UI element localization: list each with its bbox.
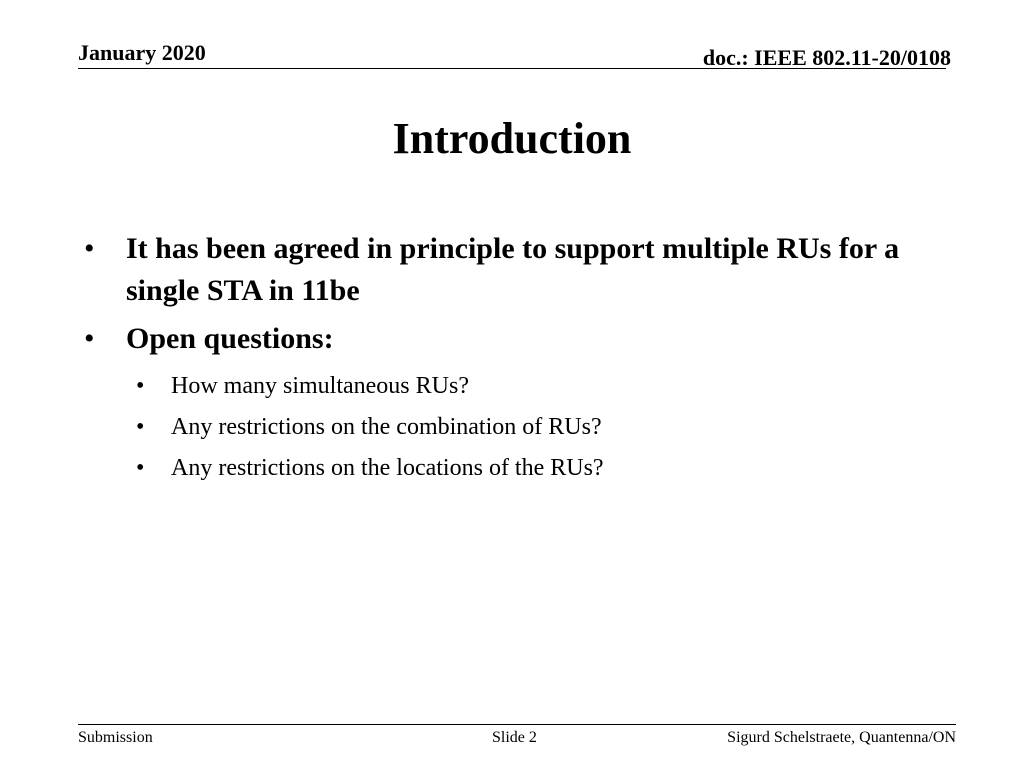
- bullet-dot-icon: •: [84, 322, 95, 355]
- footer-slide-number: Slide 2: [492, 729, 537, 746]
- sub-bullet-text: Any restrictions on the locations of the RUs?: [171, 455, 604, 481]
- bullet-dot-icon: •: [136, 373, 145, 399]
- sub-bullet-text: How many simultaneous RUs?: [171, 373, 469, 399]
- bullet-dot-icon: •: [136, 414, 145, 440]
- sub-bullet-item: [84, 366, 964, 407]
- footer-author: Sigurd Schelstraete, Quantenna/ON: [727, 729, 956, 746]
- header-divider: [78, 68, 946, 69]
- bullet-text: Open questions:: [126, 322, 334, 355]
- sub-bullet-item: [84, 448, 964, 489]
- bullet-item: [84, 318, 964, 360]
- header-date: January 2020: [78, 40, 206, 65]
- bullet-dot-icon: •: [136, 455, 145, 481]
- bullet-text: It has been agreed in principle to support multiple RUs for a single STA in 11be: [126, 232, 900, 307]
- sub-bullet-item: [84, 407, 964, 448]
- sub-bullet-text: Any restrictions on the combination of RUs?: [171, 414, 602, 440]
- slide-content: [84, 228, 964, 489]
- footer-submission: Submission: [78, 729, 153, 746]
- slide-title: Introduction: [392, 114, 632, 163]
- footer-divider: [78, 724, 956, 725]
- bullet-item: [84, 228, 964, 312]
- header-doc-id: doc.: IEEE 802.11-20/0108: [702, 45, 951, 70]
- bullet-dot-icon: •: [84, 232, 95, 265]
